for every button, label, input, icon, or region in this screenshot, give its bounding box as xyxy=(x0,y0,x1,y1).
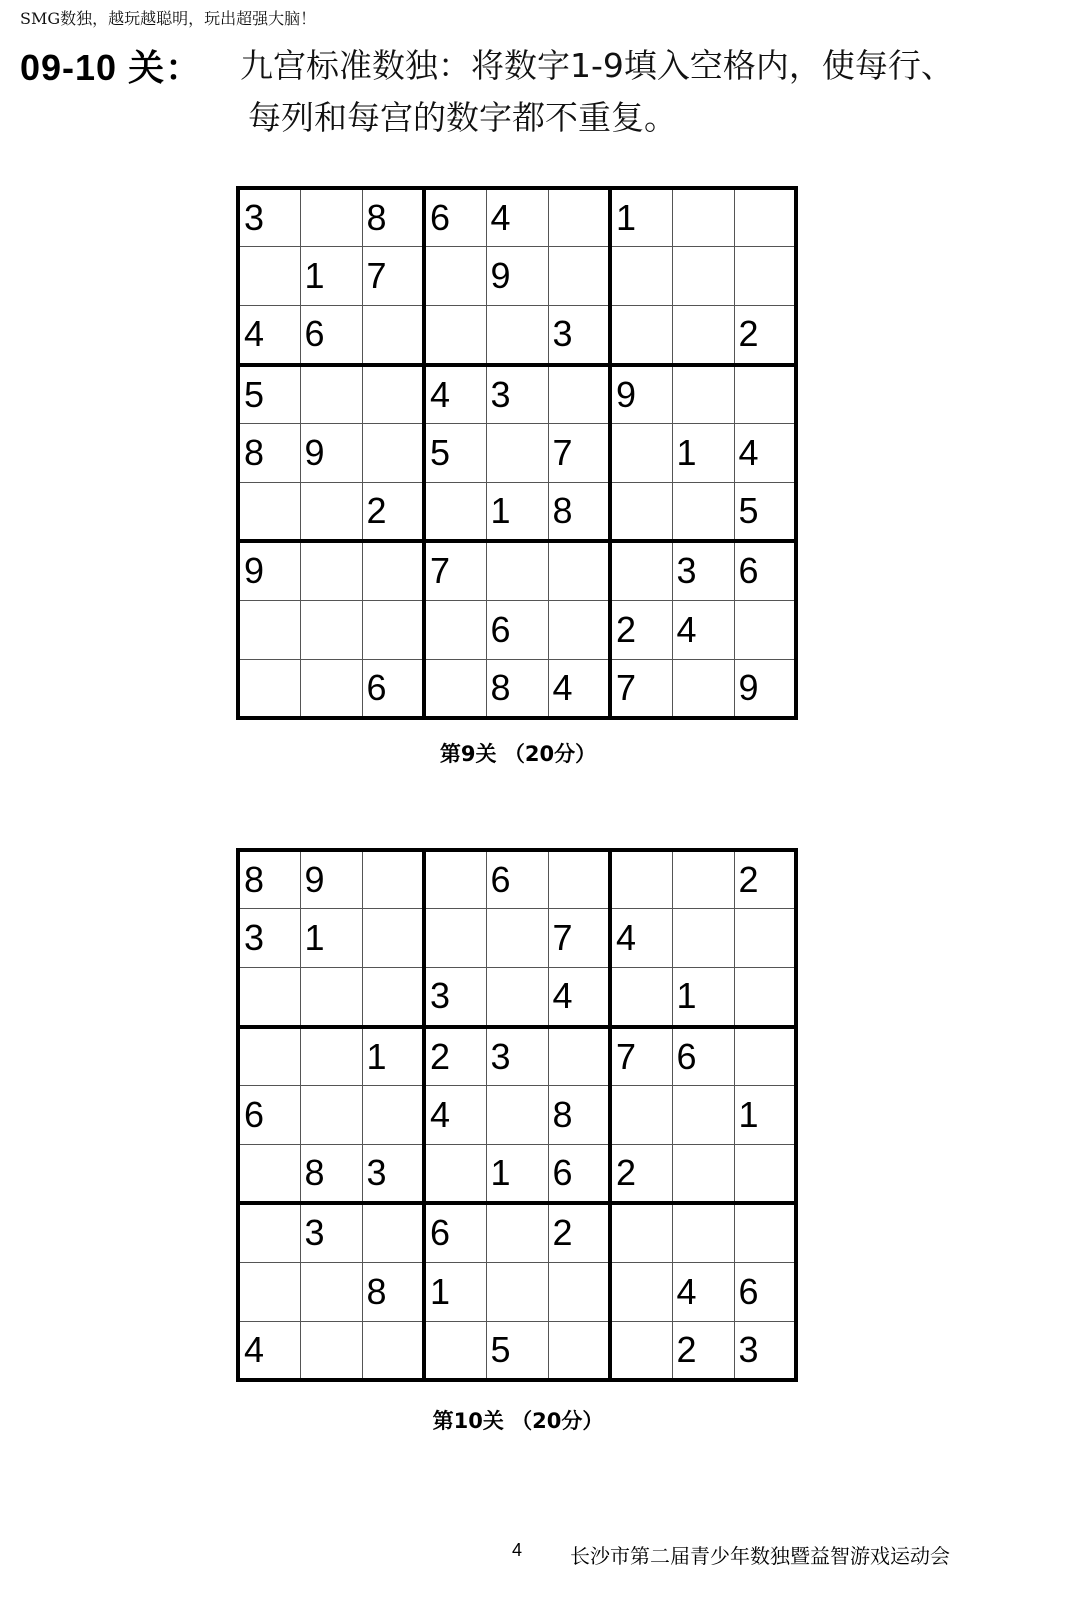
instruction-line-2: 每列和每宫的数字都不重复。 xyxy=(248,98,677,137)
grid-row xyxy=(238,424,796,483)
empty-cell[interactable] xyxy=(734,909,796,968)
empty-cell[interactable] xyxy=(486,1086,548,1145)
empty-cell[interactable] xyxy=(424,850,486,909)
given-cell: 3 xyxy=(548,306,610,365)
given-cell: 1 xyxy=(486,482,548,541)
empty-cell[interactable] xyxy=(548,850,610,909)
empty-cell[interactable] xyxy=(486,424,548,483)
given-cell: 4 xyxy=(238,306,300,365)
empty-cell[interactable] xyxy=(300,482,362,541)
given-cell: 8 xyxy=(300,1144,362,1203)
given-cell: 1 xyxy=(672,968,734,1027)
empty-cell[interactable] xyxy=(424,1144,486,1203)
empty-cell[interactable] xyxy=(362,365,424,424)
empty-cell[interactable] xyxy=(362,600,424,659)
given-cell: 9 xyxy=(238,541,300,600)
given-cell: 1 xyxy=(300,247,362,306)
given-cell: 8 xyxy=(548,482,610,541)
empty-cell[interactable] xyxy=(424,306,486,365)
instructions xyxy=(240,40,1060,144)
empty-cell[interactable] xyxy=(486,306,548,365)
given-cell: 3 xyxy=(300,1203,362,1262)
empty-cell[interactable] xyxy=(548,247,610,306)
given-cell: 4 xyxy=(486,188,548,247)
given-cell: 9 xyxy=(734,659,796,718)
given-cell: 4 xyxy=(424,1086,486,1145)
empty-cell[interactable] xyxy=(300,188,362,247)
given-cell: 1 xyxy=(486,1144,548,1203)
given-cell: 2 xyxy=(424,1027,486,1086)
empty-cell[interactable] xyxy=(734,365,796,424)
empty-cell[interactable] xyxy=(300,1086,362,1145)
given-cell: 1 xyxy=(734,1086,796,1145)
grid-row xyxy=(238,365,796,424)
given-cell: 9 xyxy=(300,424,362,483)
empty-cell[interactable] xyxy=(362,1086,424,1145)
empty-cell[interactable] xyxy=(362,541,424,600)
grid-row xyxy=(238,247,796,306)
given-cell: 8 xyxy=(238,850,300,909)
empty-cell[interactable] xyxy=(672,659,734,718)
empty-cell[interactable] xyxy=(610,1086,672,1145)
empty-cell[interactable] xyxy=(362,306,424,365)
given-cell: 6 xyxy=(734,541,796,600)
given-cell: 3 xyxy=(486,365,548,424)
given-cell: 2 xyxy=(362,482,424,541)
given-cell: 9 xyxy=(300,850,362,909)
empty-cell[interactable] xyxy=(362,909,424,968)
given-cell: 3 xyxy=(672,541,734,600)
given-cell: 3 xyxy=(362,1144,424,1203)
given-cell: 3 xyxy=(734,1321,796,1380)
empty-cell[interactable] xyxy=(734,1144,796,1203)
given-cell: 8 xyxy=(362,1262,424,1321)
instruction-line-1: 九宫标准数独：将数字1-9填入空格内，使每行、 xyxy=(240,46,954,85)
empty-cell[interactable] xyxy=(362,968,424,1027)
empty-cell[interactable] xyxy=(300,968,362,1027)
grid-row xyxy=(238,541,796,600)
given-cell: 2 xyxy=(610,600,672,659)
empty-cell[interactable] xyxy=(300,600,362,659)
empty-cell[interactable] xyxy=(734,1027,796,1086)
empty-cell[interactable] xyxy=(672,247,734,306)
grid-row xyxy=(238,850,796,909)
empty-cell[interactable] xyxy=(672,482,734,541)
empty-cell[interactable] xyxy=(610,306,672,365)
given-cell: 1 xyxy=(424,1262,486,1321)
empty-cell[interactable] xyxy=(300,365,362,424)
empty-cell[interactable] xyxy=(238,482,300,541)
empty-cell[interactable] xyxy=(300,1262,362,1321)
given-cell: 6 xyxy=(486,850,548,909)
empty-cell[interactable] xyxy=(548,1321,610,1380)
empty-cell[interactable] xyxy=(238,1203,300,1262)
given-cell: 7 xyxy=(610,1027,672,1086)
given-cell: 7 xyxy=(362,247,424,306)
given-cell: 1 xyxy=(362,1027,424,1086)
empty-cell[interactable] xyxy=(548,188,610,247)
given-cell: 7 xyxy=(424,541,486,600)
empty-cell[interactable] xyxy=(238,1144,300,1203)
given-cell: 6 xyxy=(362,659,424,718)
given-cell: 6 xyxy=(238,1086,300,1145)
grid-row xyxy=(238,968,796,1027)
given-cell: 6 xyxy=(672,1027,734,1086)
empty-cell[interactable] xyxy=(672,1203,734,1262)
empty-cell[interactable] xyxy=(424,909,486,968)
given-cell: 4 xyxy=(672,1262,734,1321)
empty-cell[interactable] xyxy=(424,247,486,306)
level-title: 09-10 关： xyxy=(20,47,203,88)
grid-row xyxy=(238,1262,796,1321)
given-cell: 4 xyxy=(734,424,796,483)
sudoku-grid-10 xyxy=(236,848,798,1382)
given-cell: 3 xyxy=(486,1027,548,1086)
given-cell: 2 xyxy=(734,850,796,909)
empty-cell[interactable] xyxy=(734,247,796,306)
given-cell: 1 xyxy=(610,188,672,247)
empty-cell[interactable] xyxy=(300,1321,362,1380)
given-cell: 2 xyxy=(672,1321,734,1380)
given-cell: 6 xyxy=(424,188,486,247)
given-cell: 4 xyxy=(424,365,486,424)
footer-organization: 长沙市第二届青少年数独暨益智游戏运动会 xyxy=(570,1544,950,1568)
empty-cell[interactable] xyxy=(734,1203,796,1262)
empty-cell[interactable] xyxy=(548,541,610,600)
puzzle-caption-10: 第10关 （20分） xyxy=(432,1409,604,1433)
empty-cell[interactable] xyxy=(300,659,362,718)
empty-cell[interactable] xyxy=(362,1321,424,1380)
empty-cell[interactable] xyxy=(486,1203,548,1262)
given-cell: 3 xyxy=(424,968,486,1027)
given-cell: 8 xyxy=(548,1086,610,1145)
empty-cell[interactable] xyxy=(672,306,734,365)
empty-cell[interactable] xyxy=(548,1027,610,1086)
grid-row xyxy=(238,306,796,365)
given-cell: 4 xyxy=(672,600,734,659)
empty-cell[interactable] xyxy=(610,850,672,909)
empty-cell[interactable] xyxy=(548,1262,610,1321)
empty-cell[interactable] xyxy=(238,968,300,1027)
given-cell: 9 xyxy=(486,247,548,306)
grid-row xyxy=(238,600,796,659)
empty-cell[interactable] xyxy=(672,365,734,424)
given-cell: 1 xyxy=(672,424,734,483)
empty-cell[interactable] xyxy=(672,909,734,968)
empty-cell[interactable] xyxy=(486,541,548,600)
empty-cell[interactable] xyxy=(362,424,424,483)
given-cell: 4 xyxy=(548,659,610,718)
empty-cell[interactable] xyxy=(672,1144,734,1203)
empty-cell[interactable] xyxy=(610,1203,672,1262)
page-header-slogan: SMG数独，越玩越聪明，玩出超强大脑！ xyxy=(20,9,317,28)
empty-cell[interactable] xyxy=(610,247,672,306)
given-cell: 2 xyxy=(734,306,796,365)
given-cell: 2 xyxy=(610,1144,672,1203)
empty-cell[interactable] xyxy=(486,1262,548,1321)
grid-row xyxy=(238,1144,796,1203)
given-cell: 4 xyxy=(548,968,610,1027)
given-cell: 8 xyxy=(238,424,300,483)
given-cell: 6 xyxy=(548,1144,610,1203)
given-cell: 6 xyxy=(300,306,362,365)
given-cell: 8 xyxy=(486,659,548,718)
empty-cell[interactable] xyxy=(610,1262,672,1321)
given-cell: 5 xyxy=(486,1321,548,1380)
empty-cell[interactable] xyxy=(610,482,672,541)
grid-row xyxy=(238,482,796,541)
empty-cell[interactable] xyxy=(610,968,672,1027)
grid-row xyxy=(238,1203,796,1262)
page-number: 4 xyxy=(512,1540,523,1560)
empty-cell[interactable] xyxy=(672,850,734,909)
given-cell: 4 xyxy=(238,1321,300,1380)
empty-cell[interactable] xyxy=(610,424,672,483)
empty-cell[interactable] xyxy=(362,1203,424,1262)
empty-cell[interactable] xyxy=(610,1321,672,1380)
empty-cell[interactable] xyxy=(672,188,734,247)
empty-cell[interactable] xyxy=(238,1262,300,1321)
given-cell: 6 xyxy=(424,1203,486,1262)
empty-cell[interactable] xyxy=(424,1321,486,1380)
empty-cell[interactable] xyxy=(610,541,672,600)
given-cell: 3 xyxy=(238,909,300,968)
empty-cell[interactable] xyxy=(238,659,300,718)
empty-cell[interactable] xyxy=(734,188,796,247)
empty-cell[interactable] xyxy=(548,365,610,424)
empty-cell[interactable] xyxy=(238,600,300,659)
given-cell: 3 xyxy=(238,188,300,247)
grid-row xyxy=(238,1086,796,1145)
given-cell: 5 xyxy=(734,482,796,541)
given-cell: 6 xyxy=(486,600,548,659)
empty-cell[interactable] xyxy=(734,600,796,659)
empty-cell[interactable] xyxy=(238,1027,300,1086)
empty-cell[interactable] xyxy=(300,541,362,600)
grid-row xyxy=(238,188,796,247)
given-cell: 5 xyxy=(238,365,300,424)
given-cell: 5 xyxy=(424,424,486,483)
grid-row xyxy=(238,909,796,968)
empty-cell[interactable] xyxy=(548,600,610,659)
sudoku-grid-9 xyxy=(236,186,798,720)
grid-row xyxy=(238,1027,796,1086)
grid-row xyxy=(238,1321,796,1380)
empty-cell[interactable] xyxy=(362,850,424,909)
given-cell: 8 xyxy=(362,188,424,247)
given-cell: 6 xyxy=(734,1262,796,1321)
given-cell: 7 xyxy=(610,659,672,718)
empty-cell[interactable] xyxy=(734,968,796,1027)
empty-cell[interactable] xyxy=(424,600,486,659)
empty-cell[interactable] xyxy=(486,968,548,1027)
given-cell: 7 xyxy=(548,424,610,483)
empty-cell[interactable] xyxy=(424,482,486,541)
empty-cell[interactable] xyxy=(300,1027,362,1086)
empty-cell[interactable] xyxy=(238,247,300,306)
empty-cell[interactable] xyxy=(672,1086,734,1145)
given-cell: 7 xyxy=(548,909,610,968)
empty-cell[interactable] xyxy=(486,909,548,968)
given-cell: 9 xyxy=(610,365,672,424)
empty-cell[interactable] xyxy=(424,659,486,718)
given-cell: 1 xyxy=(300,909,362,968)
given-cell: 2 xyxy=(548,1203,610,1262)
given-cell: 4 xyxy=(610,909,672,968)
puzzle-caption-9: 第9关 （20分） xyxy=(439,742,597,766)
grid-row xyxy=(238,659,796,718)
